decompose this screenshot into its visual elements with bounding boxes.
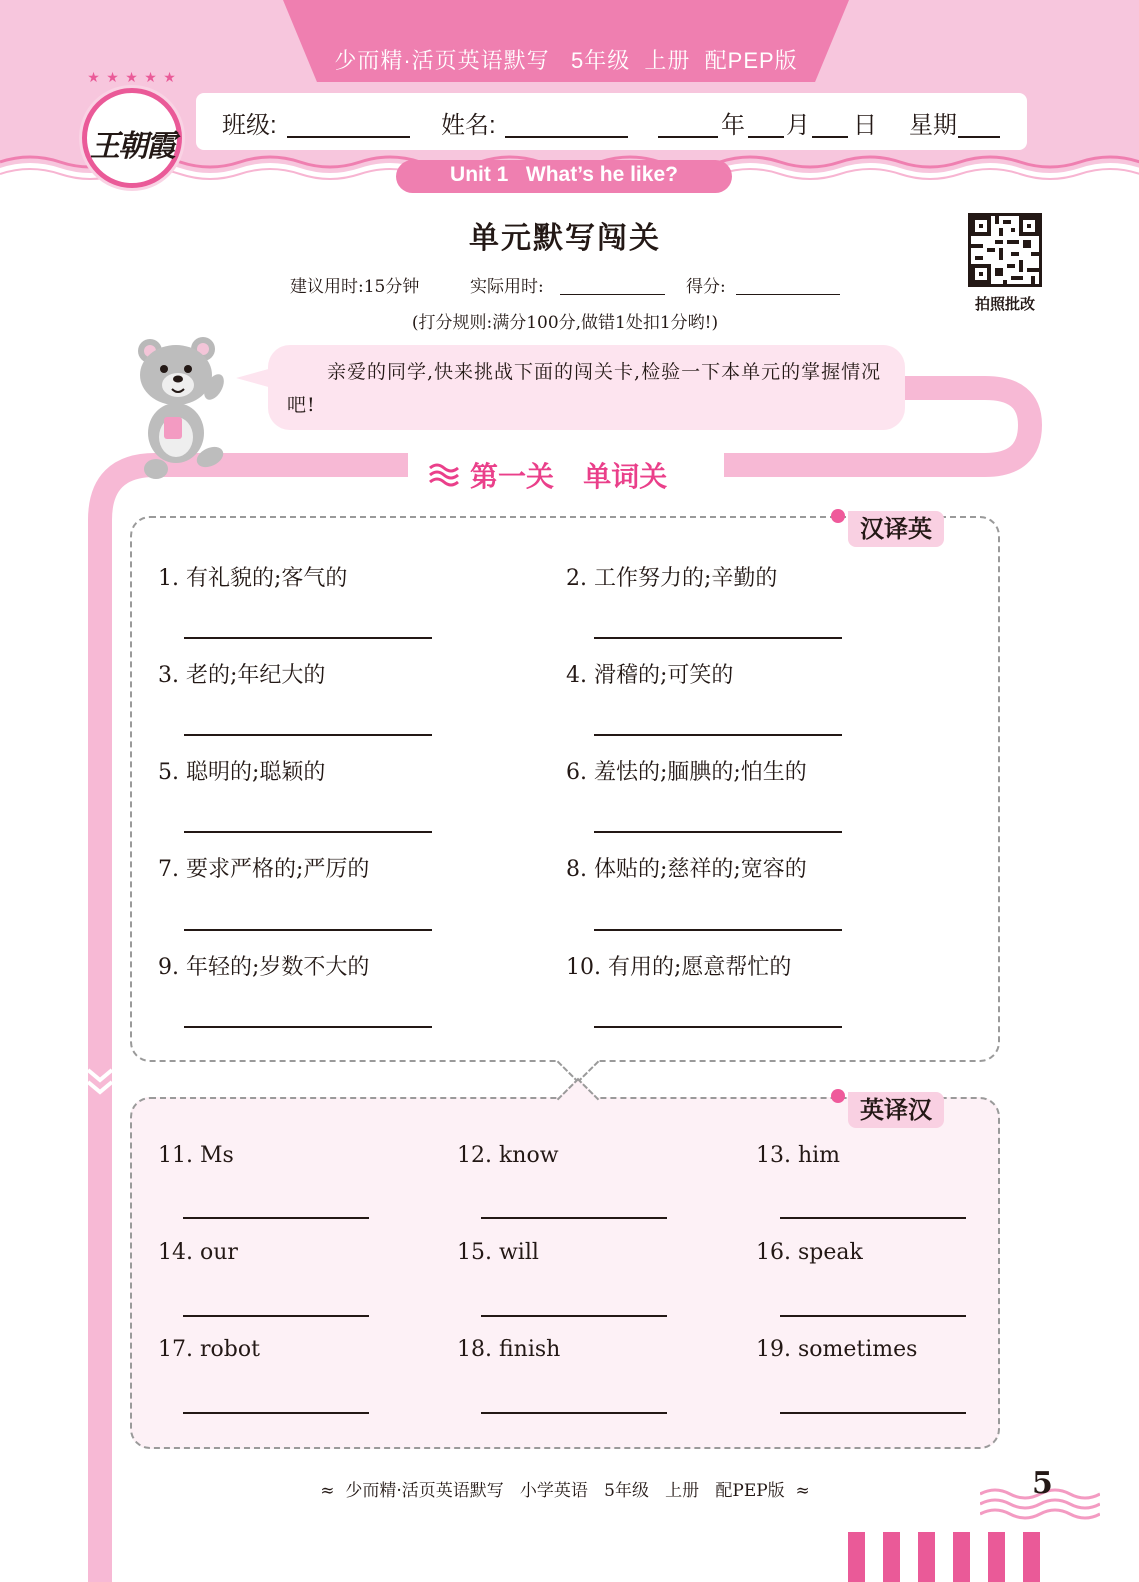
answer-line[interactable] bbox=[594, 831, 842, 833]
month-field[interactable] bbox=[748, 136, 784, 138]
footer-stripe bbox=[1023, 1532, 1040, 1582]
question-item: 1. 有礼貌的;客气的 bbox=[158, 566, 348, 591]
score-field[interactable] bbox=[736, 294, 840, 295]
speech-text: 亲爱的同学,快来挑战下面的闯关卡,检验一下本单元的掌握情况吧! bbox=[287, 361, 882, 416]
question-item: 9. 年轻的;岁数不大的 bbox=[158, 955, 370, 980]
tag-dot-icon bbox=[831, 1089, 845, 1103]
star-icon-row: ★ ★ ★ ★ ★ bbox=[87, 70, 177, 86]
day-field[interactable] bbox=[812, 136, 848, 138]
year-field[interactable] bbox=[658, 136, 718, 138]
question-item: 19. sometimes bbox=[756, 1337, 918, 1362]
speech-bubble-tail bbox=[236, 368, 272, 388]
class-label: 班级: bbox=[222, 112, 277, 139]
brand-logo bbox=[78, 70, 186, 186]
answer-line[interactable] bbox=[184, 929, 432, 931]
question-item: 3. 老的;年纪大的 bbox=[158, 663, 326, 688]
question-item: 15. will bbox=[457, 1240, 539, 1265]
footer-stripe bbox=[953, 1532, 970, 1582]
actual-time-label: 实际用时: bbox=[470, 277, 544, 297]
question-item: 18. finish bbox=[457, 1337, 561, 1362]
footer-stripe bbox=[883, 1532, 900, 1582]
student-info-bar bbox=[196, 93, 1027, 150]
series-title: 少而精·活页英语默写 5年级 上册 配PEP版 bbox=[334, 48, 798, 73]
question-item: 2. 工作努力的;辛勤的 bbox=[566, 566, 778, 591]
question-item: 10. 有用的;愿意帮忙的 bbox=[566, 955, 792, 980]
month-label: 月 bbox=[786, 112, 810, 139]
answer-line[interactable] bbox=[184, 831, 432, 833]
english-to-chinese-section bbox=[130, 1097, 1000, 1449]
question-item: 11. Ms bbox=[158, 1143, 234, 1168]
name-label: 姓名: bbox=[441, 112, 496, 139]
section-tag-cn-en: 汉译英 bbox=[848, 511, 944, 547]
question-item: 7. 要求严格的;严厉的 bbox=[158, 857, 370, 882]
answer-line[interactable] bbox=[184, 1026, 432, 1028]
answer-line[interactable] bbox=[780, 1315, 966, 1317]
answer-line[interactable] bbox=[481, 1315, 667, 1317]
question-item: 6. 羞怯的;腼腆的;怕生的 bbox=[566, 760, 807, 785]
name-field[interactable] bbox=[505, 136, 628, 138]
wave-icon bbox=[428, 462, 462, 488]
scoring-rules: (打分规则:满分100分,做错1处扣1分哟!) bbox=[411, 313, 719, 333]
footer-stripe bbox=[988, 1532, 1005, 1582]
answer-line[interactable] bbox=[780, 1412, 966, 1414]
weekday-label: 星期 bbox=[909, 112, 957, 139]
footer-stripe bbox=[918, 1532, 935, 1582]
answer-line[interactable] bbox=[594, 1026, 842, 1028]
footer-text: ≈ 少而精·活页英语默写 小学英语 5年级 上册 配PEP版 ≈ bbox=[320, 1481, 810, 1501]
year-label: 年 bbox=[721, 112, 745, 139]
unit-title: Unit 1 What’s he like? bbox=[450, 163, 678, 186]
question-item: 13. him bbox=[756, 1143, 841, 1168]
answer-line[interactable] bbox=[481, 1412, 667, 1414]
logo-text: 王朝霞 bbox=[90, 129, 174, 164]
question-item: 14. our bbox=[158, 1240, 238, 1265]
qr-pattern bbox=[971, 216, 1039, 284]
footer-stripe bbox=[848, 1532, 865, 1582]
logo-badge bbox=[82, 88, 182, 188]
qr-code-icon[interactable] bbox=[968, 213, 1042, 287]
page-title: 单元默写闯关 bbox=[469, 221, 661, 256]
answer-line[interactable] bbox=[594, 637, 842, 639]
answer-line[interactable] bbox=[183, 1412, 369, 1414]
bear-mascot-icon bbox=[128, 333, 238, 483]
actual-time-field[interactable] bbox=[560, 294, 665, 295]
question-item: 4. 滑稽的;可笑的 bbox=[566, 663, 734, 688]
answer-line[interactable] bbox=[594, 734, 842, 736]
class-field[interactable] bbox=[287, 136, 410, 138]
weekday-field[interactable] bbox=[958, 136, 1000, 138]
question-item: 8. 体贴的;慈祥的;宽容的 bbox=[566, 857, 807, 882]
question-item: 5. 聪明的;聪颖的 bbox=[158, 760, 326, 785]
level-title: 第一关 单词关 bbox=[470, 460, 668, 493]
section-tag-en-cn: 英译汉 bbox=[848, 1092, 944, 1128]
answer-line[interactable] bbox=[183, 1315, 369, 1317]
answer-line[interactable] bbox=[183, 1217, 369, 1219]
answer-line[interactable] bbox=[780, 1217, 966, 1219]
question-item: 12. know bbox=[457, 1143, 559, 1168]
qr-label: 拍照批改 bbox=[974, 295, 1035, 313]
suggested-time: 建议用时:15分钟 bbox=[290, 277, 420, 297]
tag-dot-icon bbox=[831, 509, 845, 523]
question-item: 16. speak bbox=[756, 1240, 863, 1265]
answer-line[interactable] bbox=[481, 1217, 667, 1219]
score-label: 得分: bbox=[686, 277, 726, 297]
answer-line[interactable] bbox=[184, 734, 432, 736]
page-number: 5 bbox=[1032, 1466, 1053, 1501]
day-label: 日 bbox=[853, 112, 877, 139]
answer-line[interactable] bbox=[184, 637, 432, 639]
question-item: 17. robot bbox=[158, 1337, 260, 1362]
answer-line[interactable] bbox=[594, 929, 842, 931]
